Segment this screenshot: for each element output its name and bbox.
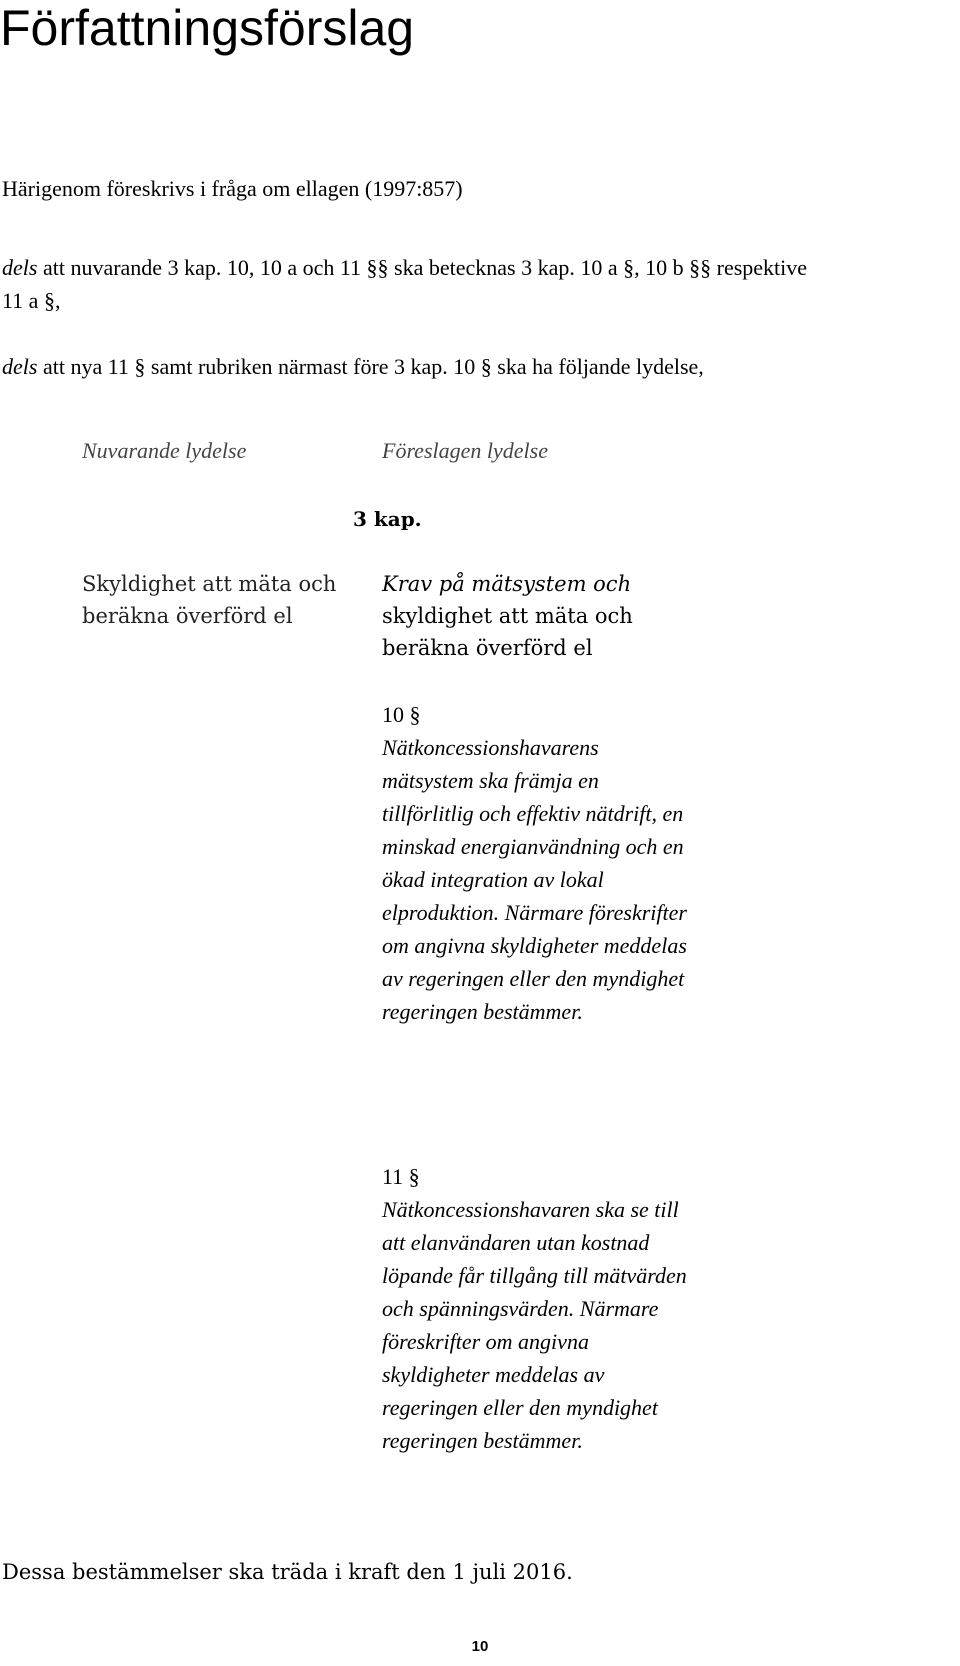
page-title: Författningsförslag (0, 0, 415, 56)
proposed-rubric (382, 568, 682, 664)
current-rubric: Skyldighet att mäta och beräkna överförd el (82, 572, 337, 628)
section-10 (382, 698, 692, 1028)
intro-line-2 (2, 251, 807, 285)
effective-date-text: Dessa bestämmelser ska träda i kraft den 1 juli 2016. (2, 1560, 573, 1584)
intro-dels-2: dels (2, 354, 38, 379)
section-11-number: 11 § (382, 1164, 420, 1189)
intro-line-3: 11 a §, (2, 288, 61, 313)
section-10-text (382, 735, 687, 1024)
chapter-label: 3 kap. (353, 507, 422, 531)
proposed-rubric-new-part: Krav på mätsystem och (382, 572, 632, 596)
intro-line-1: Härigenom föreskrivs i fråga om ellagen (1997:857) (2, 176, 463, 201)
intro-line-4 (2, 350, 704, 384)
column-label-proposed: Föreslagen lydelse (382, 438, 548, 463)
section-10-text-new: Nätkoncessionshavarens mätsystem ska främja en tillförlitlig och effektiv nätdrift, en minskad energianvändning och en ökad integration av lokal elproduktion. (382, 735, 684, 925)
intro-dels-1: dels (2, 255, 38, 280)
section-11-text (382, 1197, 687, 1453)
section-10-number: 10 § (382, 702, 421, 727)
section-10-text-rest: Närmare föreskrifter om angivna skyldigheter meddelas av regeringen eller den myndighet regeringen bestämmer. (382, 900, 687, 1024)
section-11-text-rest: Närmare föreskrifter om angivna skyldigheter meddelas av regeringen eller den myndighet regeringen bestämmer. (382, 1296, 659, 1453)
column-label-current: Nuvarande lydelse (82, 438, 247, 463)
section-11-text-new: Nätkoncessionshavaren ska se till att elanvändaren utan kostnad löpande får tillgång till mätvärden och spänningsvärden. (382, 1197, 687, 1321)
intro-line-4-text: att nya 11 § samt rubriken närmast före 3 kap. 10 § ska ha följande lydelse, (37, 354, 704, 379)
page-number: 10 (471, 1638, 489, 1655)
section-11 (382, 1160, 692, 1457)
intro-line-2-text: att nuvarande 3 kap. 10, 10 a och 11 §§ ska betecknas 3 kap. 10 a §, 10 b §§ respektive (37, 255, 808, 280)
proposed-rubric-existing-part: skyldighet att mäta och beräkna överförd el (382, 604, 633, 660)
